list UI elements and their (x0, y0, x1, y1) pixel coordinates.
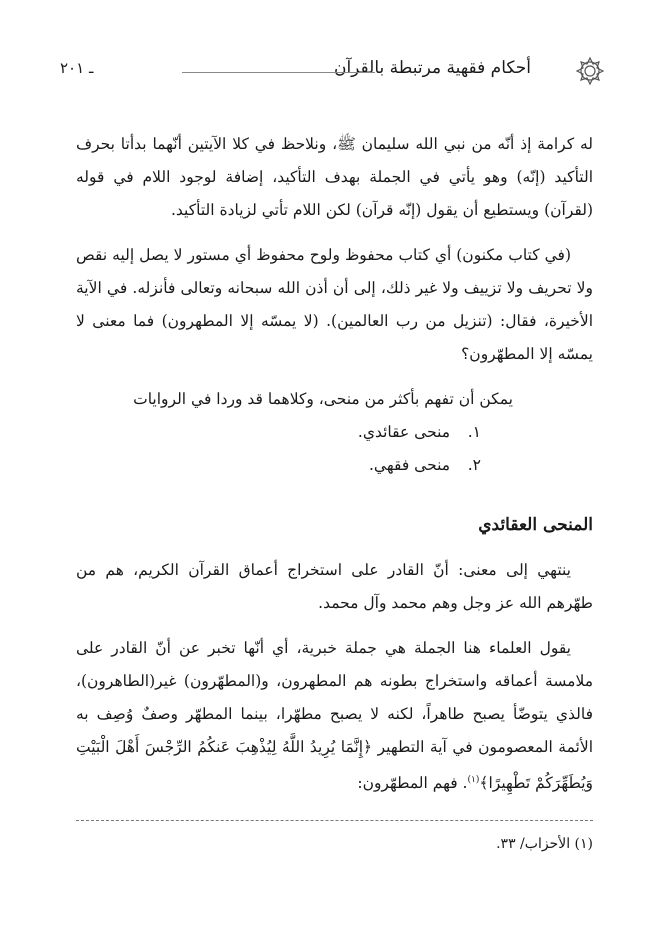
ornament-icon (575, 56, 605, 86)
page-header-title: أحكام فقهية مرتبطة بالقرآن (333, 58, 531, 78)
section-heading: المنحى العقائدي (478, 515, 593, 535)
quran-verse: ﴿إِنَّمَا يُرِيدُ اللَّهُ لِيُذْهِبَ عَنكُمُ الرِّجْسَ أَهْلَ الْبَيْتِ وَيُطَهِّرَكُمْ تَطْهِيرًا﴾ (76, 738, 593, 793)
page-number: ـ ٢٠١ (60, 59, 94, 77)
footnote: (١) الأحزاب/ ٣٣. (496, 836, 593, 852)
paragraph-4 (76, 632, 593, 800)
list-intro: يمكن أن تفهم بأكثر من منحى، وكلاهما قد وردا في الروايات (133, 390, 513, 408)
list-item-text: منحى عقائدي. (357, 423, 451, 441)
footnote-reference[interactable]: (١) (467, 775, 480, 785)
page-header (60, 52, 605, 88)
list-item-number: ١. (467, 423, 481, 441)
paragraph-2: (في كتاب مكنون) أي كتاب محفوظ ولوح محفوظ أي مستور لا يصل إليه نقص ولا تحريف ولا تزييف ولا غير ذلك، إلى أن أذن الله سبحانه وتعالى فأنزله. في الآية الأخيرة، فقال: (تنزيل من رب العالمين). (لا يمسّه إلا المطهرون) فما معنى لا يمسّه إلا المطهّرون؟ (76, 246, 593, 363)
header-divider (182, 72, 375, 73)
paragraph-4-end: . فهم المطهّرون: (357, 774, 468, 793)
body-content (76, 128, 593, 812)
paragraph-3: ينتهي إلى معنى: أنّ القادر على استخراج أعماق القرآن الكريم، هم من طهّرهم الله عز وجل وهم محمد وآل محمد. (76, 561, 593, 612)
footnote-divider (76, 820, 593, 821)
paragraph-4-text: يقول العلماء هنا الجملة هي جملة خبرية، أي أنّها تخبر عن أنّ القادر على ملامسة أعماقه واستخراج بطونه هم المطهرون، و(المطهّرون) غير(الطاهرون)، فالذي يتوضّأ يصبح طاهراً، لكنه لا يصبح مطهّرا، بينما المطهّر وصفٌ وُصِف به الأئمة المعصومون في آية التطهير (76, 639, 593, 756)
list-item (76, 416, 481, 449)
list-item (76, 449, 481, 482)
list-item-text: منحى فقهي. (368, 456, 451, 474)
list-item-number: ٢. (467, 456, 481, 474)
paragraph-1: له كرامة إذ أنّه من نبي الله سليمان ﷺ، ونلاحظ في كلا الآيتين أنّهما بدأتا بحرف التأكيد (إنّه) وهو يأتي في الجملة بهدف التأكيد، إضافة لوجود اللام في قوله (لقرآن) ويستطيع أن يقول (إنّه قرآن) لكن اللام تأتي لزيادة التأكيد. (76, 135, 593, 219)
